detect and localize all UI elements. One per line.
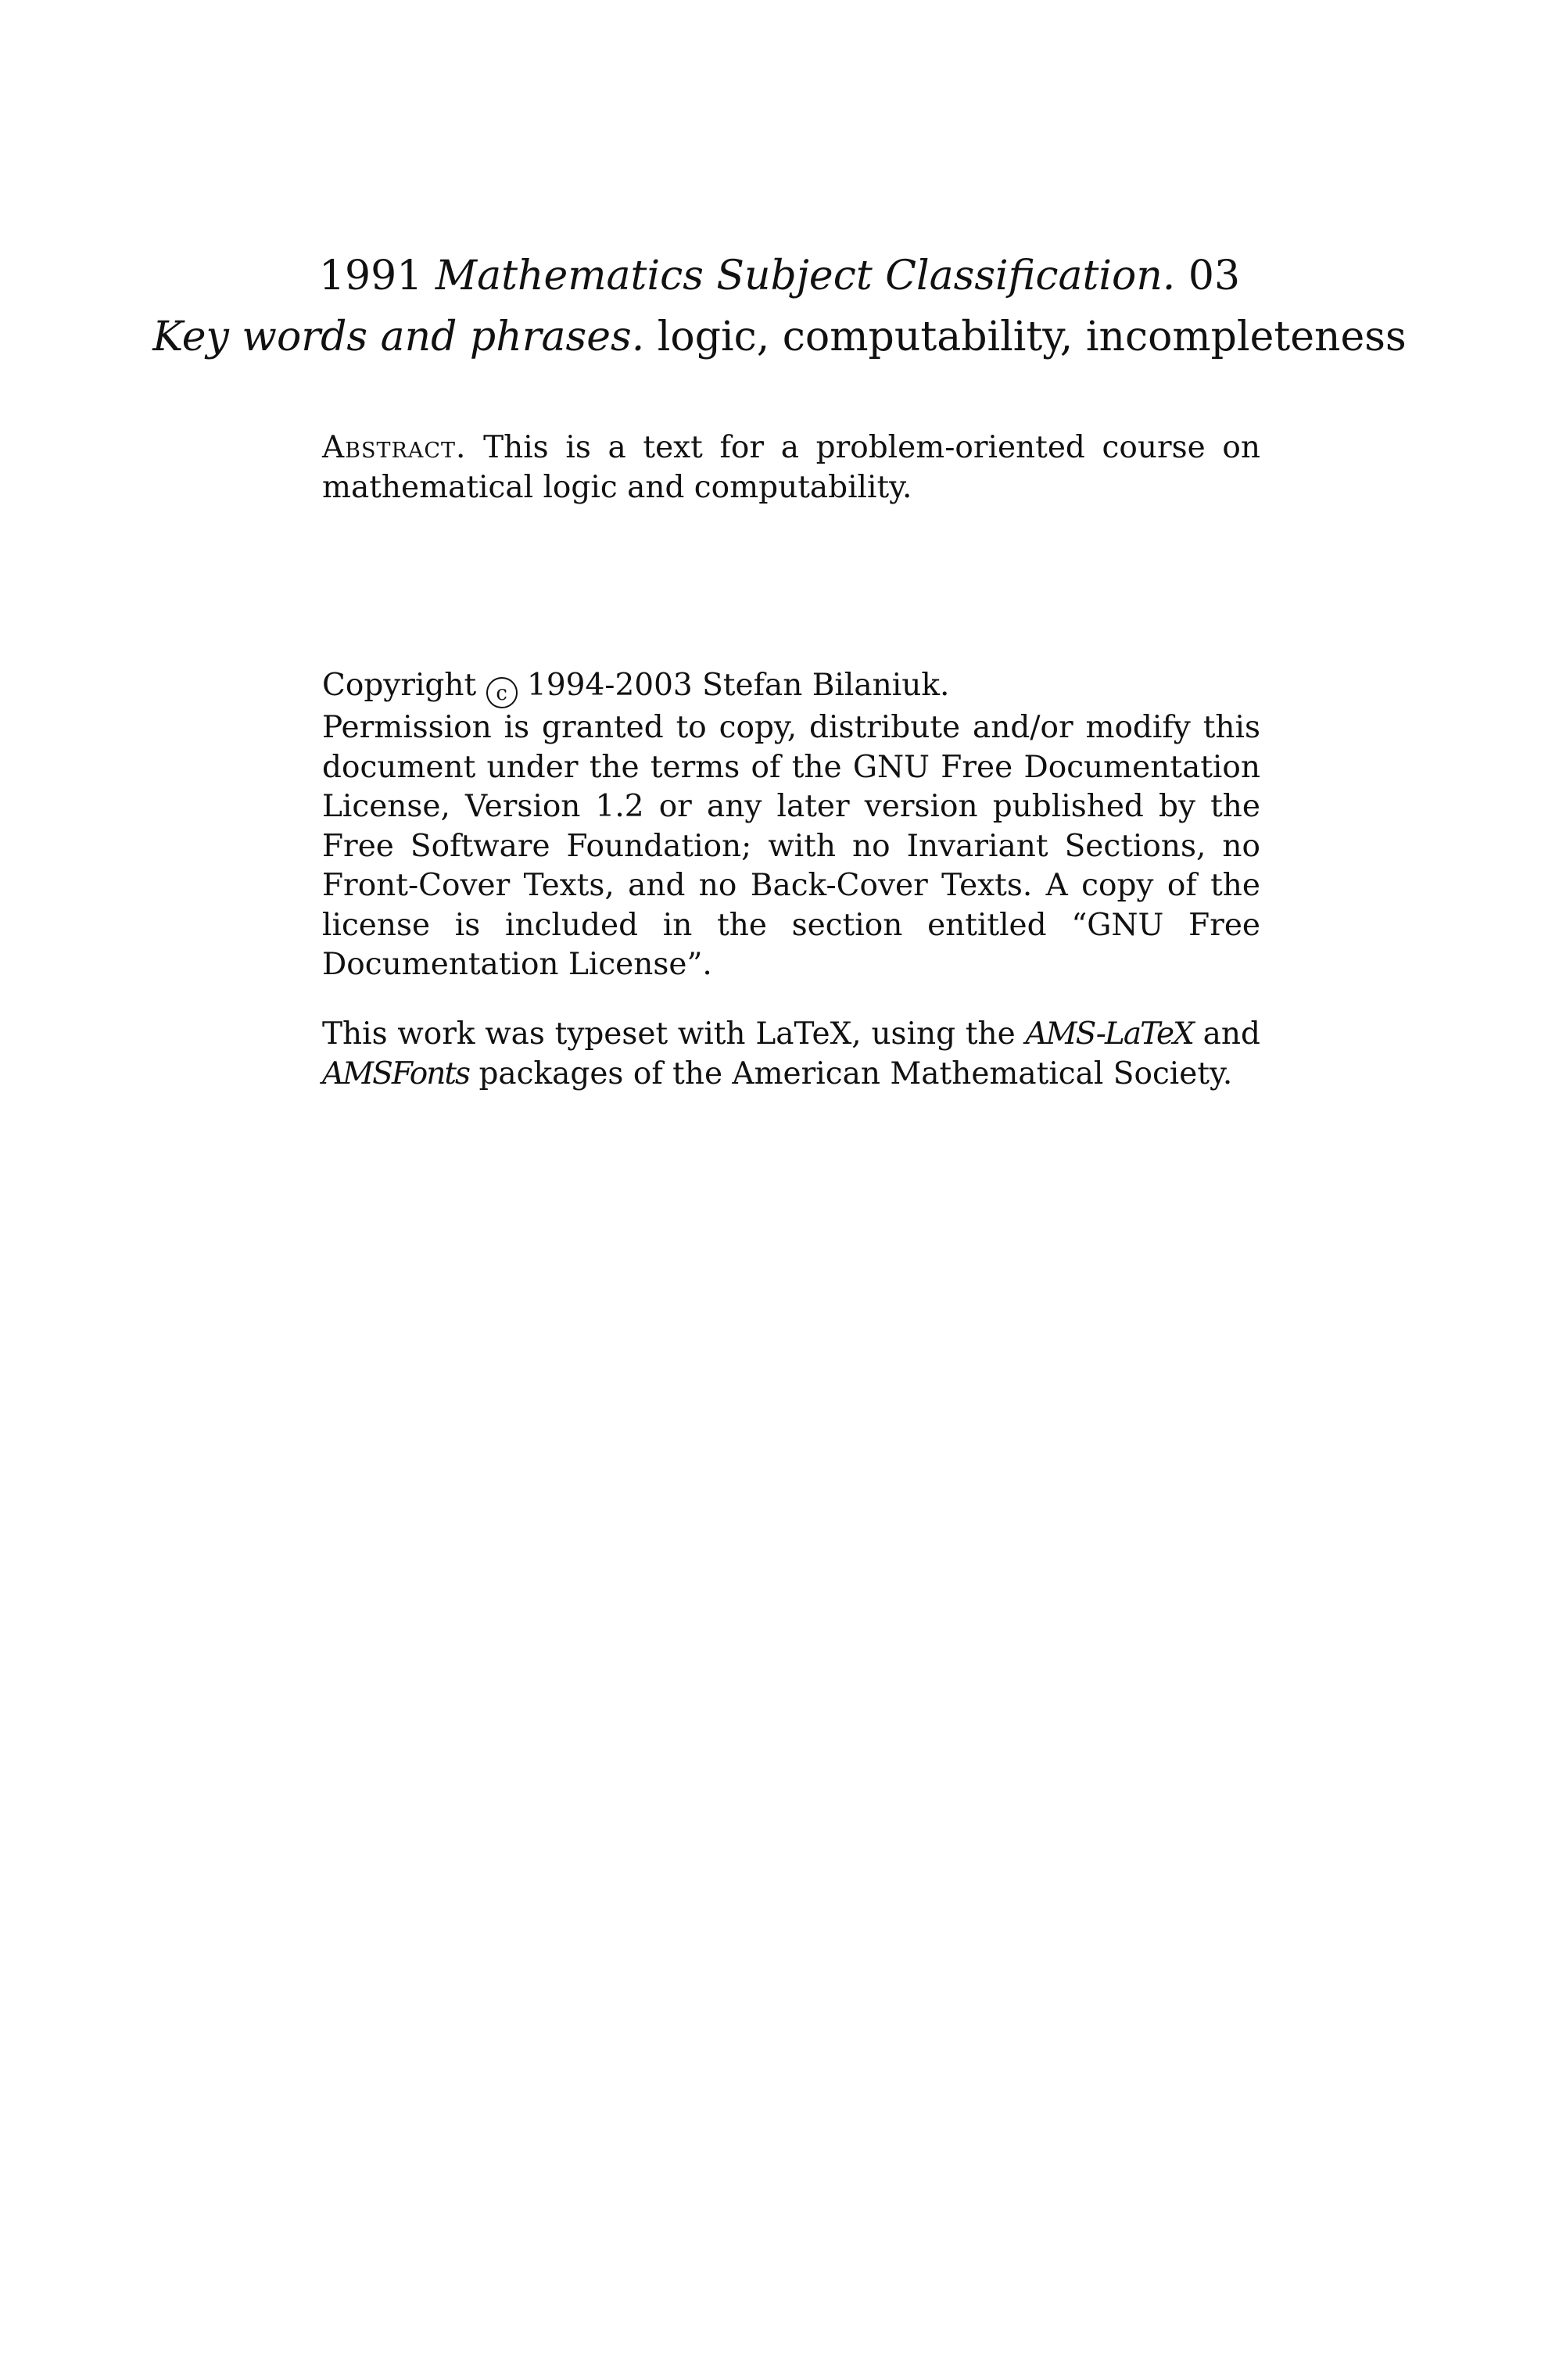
keywords-label: Key words and phrases.: [152, 314, 645, 360]
keywords-line: [0, 310, 1559, 364]
typeset-part2: , using the: [851, 1016, 1016, 1052]
amsfonts-logo: AMSFonts: [322, 1056, 470, 1091]
latex-logo: LaTeX: [755, 1016, 852, 1052]
msc-year: 1991: [318, 253, 423, 299]
copyright-years-holder: 1994-2003 Stefan Bilaniuk.: [527, 668, 950, 703]
keywords-value: logic, computability, incompleteness: [657, 314, 1407, 360]
amslatex-logo: AMS-LaTeX: [1025, 1016, 1193, 1052]
abstract-text: This is a text for a problem-oriented course on mathematical logic and computability.: [322, 430, 1260, 505]
msc-code: 03: [1188, 253, 1241, 299]
copyright-icon: c: [486, 677, 518, 708]
abstract-block: [322, 428, 1260, 507]
copyright-prefix: Copyright: [322, 668, 477, 703]
copyright-line: [322, 666, 1260, 708]
typeset-block: [322, 1015, 1260, 1094]
typeset-part1: This work was typeset with: [322, 1016, 746, 1052]
typeset-part3: and: [1202, 1016, 1260, 1052]
copyright-block: [322, 666, 1260, 985]
abstract-label: Abstract.: [322, 430, 467, 465]
typeset-part4: packages of the American Mathematical Society.: [478, 1056, 1233, 1091]
msc-label: Mathematics Subject Classification.: [435, 253, 1176, 299]
subject-classification: [0, 249, 1559, 303]
permission-text: Permission is granted to copy, distribute and/or modify this document under the terms of the GNU Free Documentation License, Version 1.2 or any later version published by the Free Software Foundation; with no Invariant Sections, no Front-Cover Texts, and no Back-Cover Texts. A copy of the license is included in the section entitled “GNU Free Documentation License”.: [322, 710, 1260, 982]
